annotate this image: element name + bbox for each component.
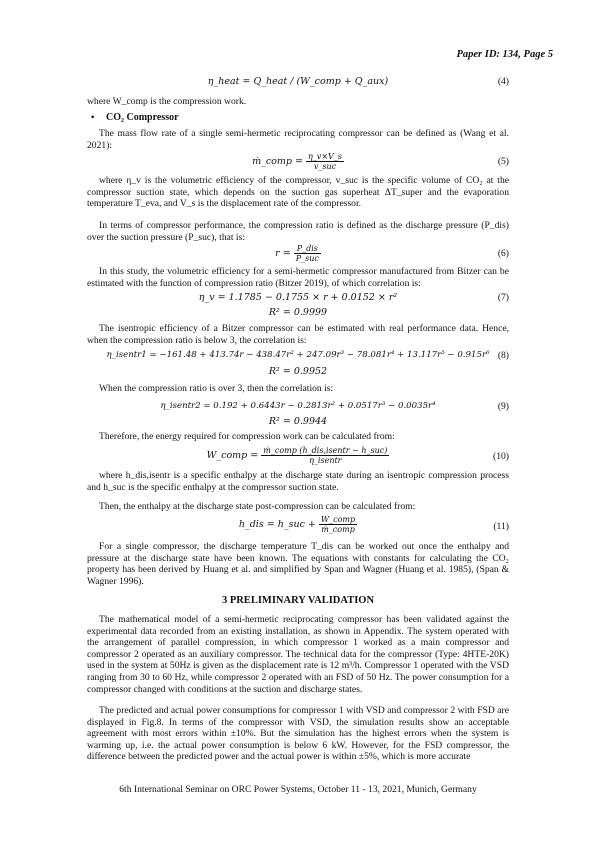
paragraph-energy: Therefore, the energy required for compression work can be calculated from: xyxy=(99,431,395,442)
paragraph-mass-flow: The mass flow rate of a single semi-hermetic reciprocating compressor can be defined as (Wang et al. 2021): xyxy=(87,128,509,151)
equation-11-number: (11) xyxy=(493,521,509,532)
equation-11 xyxy=(87,515,509,537)
equation-9-formula: η_isentr2 = 0.192 + 0.6443r − 0.2813r² + 0.0517r³ − 0.0035r⁴ xyxy=(160,401,436,411)
equation-6-denominator: P_suc xyxy=(295,254,319,263)
equation-7-number: (7) xyxy=(497,292,509,303)
equation-8-number: (8) xyxy=(497,350,509,361)
equation-5-lhs: ṁ_comp = xyxy=(252,156,303,167)
equation-11-numerator: W_comp xyxy=(320,515,356,524)
paragraph-over3: When the compression ratio is over 3, then the correlation is: xyxy=(99,383,334,394)
equation-9-r2: R² = 0.9944 xyxy=(268,416,328,427)
equation-4-number: (4) xyxy=(497,76,509,87)
equation-8 xyxy=(87,350,509,364)
equation-11-lhs: h_dis = h_suc + xyxy=(238,519,316,530)
equation-10-denominator: η_isentr xyxy=(309,456,342,465)
equation-8-r2: R² = 0.9952 xyxy=(268,366,328,377)
paragraph-hdis: where h_dis,isentr is a specific enthalpy at the discharge state during an isentropic compression process and h_suc is the specific enthalpy at the compressor suction state. xyxy=(87,470,509,493)
equation-7 xyxy=(87,292,509,306)
equation-10-numerator: ṁ_comp (h_dis,isentr − h_suc) xyxy=(263,446,388,455)
equation-5 xyxy=(87,152,509,172)
equation-8-formula: η_isentr1 = −161.48 + 413.74r − 438.47r² + 247.09r³ − 78.081r⁴ + 13.117r⁵ − 0.915r⁶ xyxy=(106,350,490,360)
subsection-title: CO₂ Compressor xyxy=(106,112,179,123)
paragraph-predicted-actual: The predicted and actual power consumptions for compressor 1 with VSD and compressor 2 with FSD are displayed in Fig.8. In terms of the compressor with VSD, the simulation results show an acceptable agreement with most errors within ±10%. But the simulation has the highest errors when the system is warming up, i.e. the actual power consumption is below 6 kW. However, for the FSD compressor, the difference between the predicted power and the actual power is within ±5%, which is more accurate xyxy=(87,705,509,763)
equation-6 xyxy=(87,244,509,264)
paragraph-where-wcomp: where W_comp is the compression work. xyxy=(87,96,247,107)
equation-11-denominator: ṁ_comp xyxy=(321,525,355,534)
equation-7-formula: η_v = 1.1785 − 0.1755 × r + 0.0152 × r² xyxy=(198,292,398,303)
equation-9-number: (9) xyxy=(497,401,509,412)
paragraph-isentropic: The isentropic efficiency of a Bitzer compressor can be estimated with real performance data. Hence, when the compression ratio is below 3, the correlation is: xyxy=(87,323,509,346)
paragraph-enthalpy: Then, the enthalpy at the discharge state post-compression can be calculated from: xyxy=(99,501,416,512)
equation-4 xyxy=(87,76,509,90)
paragraph-model-validation: The mathematical model of a semi-hermetic reciprocating compressor has been validated against the experimental data recorded from an existing installation, as shown in Appendix. The system operated with the arrangement of parallel compression, in which compressor 1 worked as a main compressor and compressor 2 operated as an auxiliary compressor. The technical data for the compressor (Type: 4HTE-20K) used in the system at 50Hz is given as the displacement rate is 12 m³/h. Compressor 1 operated with the VSD ranging from 30 to 60 Hz, while compressor 2 operated with an FSD of 50 Hz. The power consumption for a compressor changed with conditions at the suction and discharge states. xyxy=(87,614,509,695)
equation-5-numerator: η_v×V_s xyxy=(308,152,342,161)
equation-5-number: (5) xyxy=(497,156,509,167)
bullet-dot-icon: • xyxy=(91,112,95,123)
paragraph-single-compressor: For a single compressor, the discharge temperature T_dis can be worked out once the enthalpy and pressure at the discharge state have been known. The equations with constants for calculating the CO₂ property has been derived by Huang et al. and simplified by Span and Wagner (Huang et al. 1985), (Span & Wagner 1996). xyxy=(87,541,509,587)
page-footer: 6th International Seminar on ORC Power Systems, October 11 - 13, 2021, Munich, Germany xyxy=(119,784,477,795)
equation-6-numerator: P_dis xyxy=(294,244,321,254)
section-heading: 3 PRELIMINARY VALIDATION xyxy=(221,595,375,606)
equation-6-number: (6) xyxy=(497,248,509,259)
equation-10-lhs: W_comp = xyxy=(206,450,259,461)
equation-5-denominator: v_suc xyxy=(313,162,337,171)
paragraph-eta-v: where η_v is the volumetric efficiency of the compressor, v_suc is the specific volume of CO₂ at the compressor suction state, which depends on the suction gas superheat ΔT_super and the evaporation temperature T_eva, and V_s is the displacement rate of the compressor. xyxy=(87,175,509,210)
paragraph-compression-ratio: In terms of compressor performance, the compression ratio is defined as the discharge pressure (P_dis) over the suction pressure (P_suc), that is: xyxy=(87,220,509,243)
page-header: Paper ID: 134, Page 5 xyxy=(456,49,553,60)
equation-4-formula: η_heat = Q_heat / (W_comp + Q_aux) xyxy=(207,76,389,87)
equation-6-lhs: r = xyxy=(275,248,291,259)
paragraph-bitzer: In this study, the volumetric efficiency for a semi-hermetic compressor manufactured from Bitzer can be estimated with the function of compression ratio (Bitzer 2019), of which correlation is: xyxy=(87,266,509,289)
equation-10 xyxy=(87,446,509,468)
equation-10-number: (10) xyxy=(493,451,509,462)
equation-9 xyxy=(87,401,509,415)
equation-7-r2: R² = 0.9999 xyxy=(268,307,328,318)
